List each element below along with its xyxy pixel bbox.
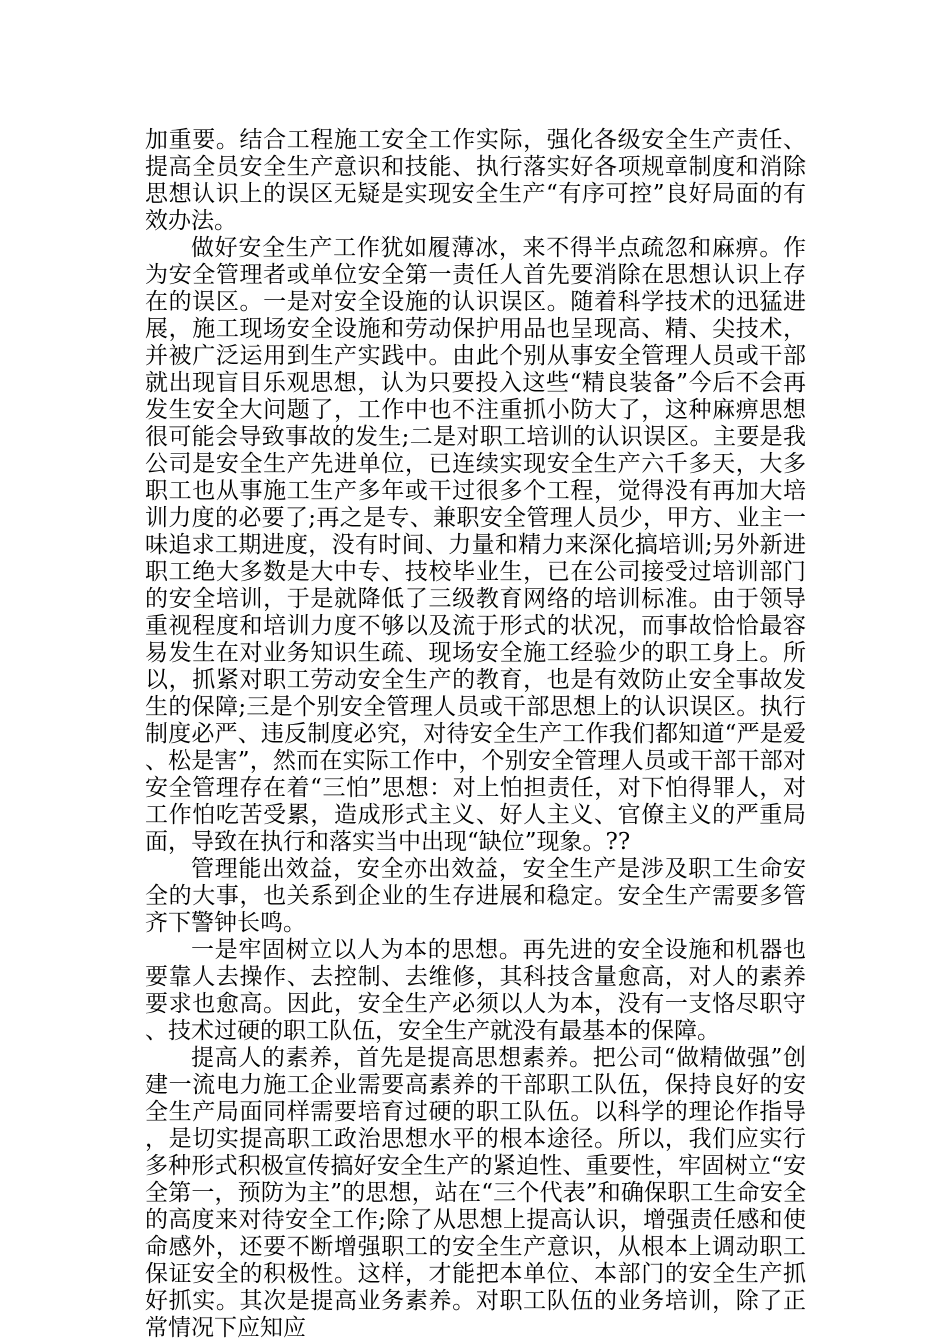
document-body (145, 127, 806, 1342)
paragraph-3: 管理能出效益，安全亦出效益，安全生产是涉及职工生命安全的大事，也关系到企业的生存进展和稳定。安全生产需要多管齐下警钟长鸣。 (145, 856, 806, 936)
paragraph-2: 做好安全生产工作犹如履薄冰，来不得半点疏忽和麻痹。作为安全管理者或单位安全第一责任人首先要消除在思想认识上存在的误区。一是对安全设施的认识误区。随着科学技术的迅猛进展，施工现场安全设施和劳动保护用品也呈现高、精、尖技术，并被广泛运用到生产实践中。由此个别从事安全管理人员或干部就出现盲目乐观思想，认为只要投入这些“精良装备”今后不会再发生安全大问题了，工作中也不注重抓小防大了，这种麻痹思想很可能会导致事故的发生;二是对职工培训的认识误区。主要是我公司是安全生产先进单位，已连续实现安全生产六千多天，大多职工也从事施工生产多年或干过很多个工程，觉得没有再加大培训力度的必要了;再之是专、兼职安全管理人员少，甲方、业主一味追求工期进度，没有时间、力量和精力来深化搞培训;另外新进职工绝大多数是大中专、技校毕业生，已在公司接受过培训部门的安全培训，于是就降低了三级教育网络的培训标准。由于领导重视程度和培训力度不够以及流于形式的状况，而事故恰恰最容易发生在对业务知识生疏、现场安全施工经验少的职工身上。所以，抓紧对职工劳动安全生产的教育，也是有效防止安全事故发生的保障;三是个别安全管理人员或干部思想上的认识误区。执行制度必严、违反制度必究，对待安全生产工作我们都知道“严是爱、松是害”，然而在实际工作中，个别安全管理人员或干部干部对安全管理存在着“三怕”思想：对上怕担责任，对下怕得罪人，对工作怕吃苦受累，造成形式主义、好人主义、官僚主义的严重局面，导致在执行和落实当中出现“缺位”现象。?? (145, 235, 806, 855)
paragraph-4: 一是牢固树立以人为本的思想。再先进的安全设施和机器也要靠人去操作、去控制、去维修，其科技含量愈高，对人的素养要求也愈高。因此，安全生产必须以人为本，没有一支恪尽职守、技术过硬的职工队伍，安全生产就没有最基本的保障。 (145, 937, 806, 1044)
paragraph-5: 提高人的素养，首先是提高思想素养。把公司“做精做强”创建一流电力施工企业需要高素养的干部职工队伍，保持良好的安全生产局面同样需要培育过硬的职工队伍。以科学的理论作指导，是切实提高职工政治思想水平的根本途径。所以，我们应实行多种形式积极宣传搞好安全生产的紧迫性、重要性，牢固树立“安全第一，预防为主”的思想，站在“三个代表”和确保职工生命安全的高度来对待安全工作;除了从思想上提高认识，增强责任感和使命感外，还要不断增强职工的安全生产意识，从根本上调动职工保证安全的积极性。这样，才能把本单位、本部门的安全生产抓好抓实。其次是提高业务素养。对职工队伍的业务培训，除了正常情况下应知应 (145, 1045, 806, 1341)
paragraph-1: 加重要。结合工程施工安全工作实际，强化各级安全生产责任、提高全员安全生产意识和技能、执行落实好各项规章制度和消除思想认识上的误区无疑是实现安全生产“有序可控”良好局面的有效办法。 (145, 127, 806, 234)
